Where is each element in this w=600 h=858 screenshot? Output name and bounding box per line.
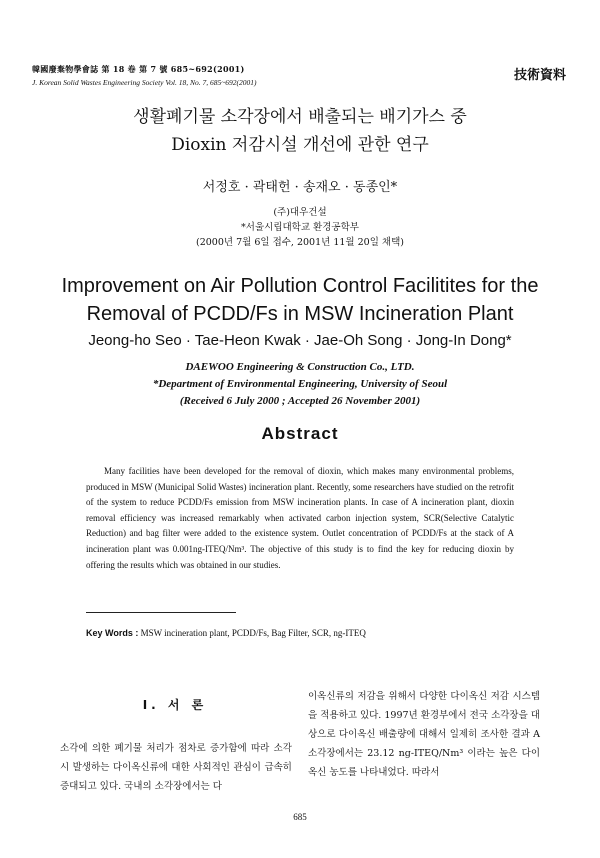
title-en — [0, 272, 600, 328]
keywords — [86, 628, 366, 638]
section-label: 技術資料 — [513, 68, 566, 83]
title-en-line-2: Removal of PCDD/Fs in MSW Incineration Plant — [86, 303, 514, 325]
section-heading-introduction: Ⅰ. 서 론 — [142, 698, 208, 712]
received-date-ko: (2000년 7월 6일 접수, 2001년 11월 20일 채택) — [196, 237, 404, 248]
title-en-line-1: Improvement on Air Pollution Control Facilitites for the — [61, 275, 539, 297]
keywords-label: Key Words : — [86, 628, 139, 638]
affiliation-ko — [0, 205, 600, 250]
affiliation-en-university: *Department of Environmental Engineering, University of Seoul — [152, 378, 448, 390]
received-date-en: (Received 6 July 2000 ; Accepted 26 November 2001) — [179, 395, 421, 407]
affiliation-en-company: DAEWOO Engineering & Construction Co., LTD. — [185, 361, 415, 373]
authors-ko: 서정호 · 곽태헌 · 송재오 · 동종인* — [202, 180, 398, 195]
abstract-heading: Abstract — [261, 424, 339, 443]
affiliation-ko-company: (주)대우건설 — [273, 207, 327, 218]
page-number: 685 — [293, 812, 307, 822]
title-ko-line-2: Dioxin 저감시설 개선에 관한 연구 — [171, 135, 429, 155]
affiliation-ko-university: *서울시립대학교 환경공학부 — [241, 222, 359, 233]
title-ko-line-1: 생활폐기물 소각장에서 배출되는 배기가스 중 — [133, 107, 467, 127]
journal-name-ko: 韓國廢棄物學會誌 第 18 卷 第 7 號 685~692(2001) — [32, 64, 245, 74]
authors-en: Jeong-ho Seo · Tae-Heon Kwak · Jae-Oh Song · Jong-In Dong* — [88, 332, 512, 349]
introduction-column-right: 이옥신류의 저감을 위해서 다양한 다이옥신 저감 시스템을 적용하고 있다. 1997년 환경부에서 전국 소각장을 대상으로 다이옥신 배출량에 대해서 일제히 조사한 결과 A소각장에서는 23.12 ng-ITEQ/Nm³ 이라는 높은 다이옥신 농도를 나타내었다. 따라서 — [308, 691, 540, 778]
journal-header — [32, 64, 392, 87]
affiliation-en — [0, 359, 600, 410]
abstract-body: Many facilities have been developed for the removal of dioxin, which makes many environmental problems, produced in MSW (Municipal Solid Wastes) incineration plant. Recently, some researchers have studied on the retrofit of the system to reduce PCDD/Fs emission from MSW incineration plants. In case of A incineration plant, dioxin removal efficiency was increased remarkably when activated carbon injection system, SCR(Selective Catalytic Reduction) and bag filter were added to the existence system. Outlet concentration of PCDD/Fs at the stack of A incineration plant was 0.001ng-ITEQ/Nm³. The objective of this study is to find the key for reducing dioxin by offering the results which was obtained in our studies. — [86, 466, 514, 570]
keywords-text: MSW incineration plant, PCDD/Fs, Bag Filter, SCR, ng-ITEQ — [140, 628, 366, 638]
keywords-divider — [86, 612, 236, 613]
journal-name-en: J. Korean Solid Wastes Engineering Society Vol. 18, No. 7, 685~692(2001) — [32, 78, 257, 87]
introduction-column-left: 소각에 의한 폐기물 처리가 점차로 증가함에 따라 소각시 발생하는 다이옥신류에 대한 사회적인 관심이 급속히 증대되고 있다. 국내의 소각장에서는 다 — [60, 743, 292, 792]
